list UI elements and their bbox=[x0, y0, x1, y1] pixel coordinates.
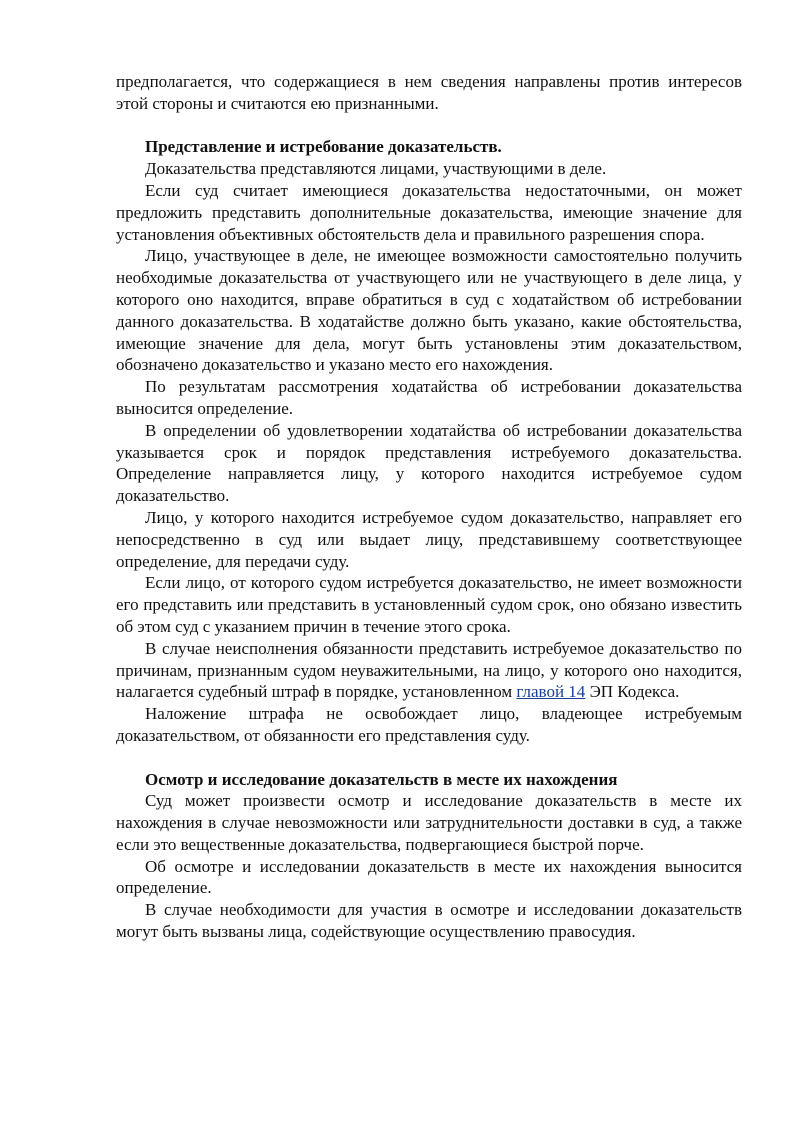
paragraph: Суд может произвести осмотр и исследование доказательств в месте их нахождения в случае невозможности или затруднительности доставки в суд, а также если это вещественные доказательства, подвергающиеся быстрой порче. bbox=[116, 791, 742, 854]
section-heading-inspection: Осмотр и исследование доказательств в месте их нахождения bbox=[145, 769, 618, 789]
paragraph: Лицо, у которого находится истребуемое судом доказательство, направляет его непосредственно в суд или выдает лицу, представившему соответствующее определение, для передачи суду. bbox=[116, 507, 742, 571]
paragraph-with-link bbox=[116, 638, 742, 703]
paragraph: Если суд считает имеющиеся доказательства недостаточными, он может предложить представить дополнительные доказательства, имеющие значение для установления объективных обстоятельств дела и правильного разрешения спора. bbox=[116, 180, 742, 244]
paragraph: Если лицо, от которого судом истребуется доказательство, не имеет возможности его представить или представить в установленный судом срок, оно обязано известить об этом суд с указанием причин в течение этого срока. bbox=[116, 573, 742, 636]
paragraph: Доказательства представляются лицами, участвующими в деле. bbox=[145, 159, 607, 179]
section-heading-evidence-request: Представление и истребование доказательств. bbox=[145, 137, 502, 157]
paragraph: Наложение штрафа не освобождает лицо, владеющее истребуемым доказательством, от обязанности его представления суду. bbox=[116, 704, 742, 745]
paragraph: В определении об удовлетворении ходатайства об истребовании доказательства указывается срок и порядок представления истребуемого доказательства. Определение направляется лицу, у которого находится истребуемое судом доказательство. bbox=[116, 420, 742, 506]
paragraph: Лицо, участвующее в деле, не имеющее возможности самостоятельно получить необходимые доказательства от участвующего или не участвующего в деле лица, у которого оно находится, вправе обратиться в суд с ходатайством об истребовании данного доказательства. В ходатайстве должно быть указано, какие обстоятельства, имеющие значение для дела, могут быть установлены этим доказательством, обозначено доказательство и указано место его нахождения. bbox=[116, 246, 742, 375]
paragraph: Об осмотре и исследовании доказательств в месте их нахождения выносится определение. bbox=[116, 856, 742, 898]
paragraph: В случае необходимости для участия в осмотре и исследовании доказательств могут быть вызваны лица, содействующие осуществлению правосудия. bbox=[116, 900, 742, 942]
paragraph-text: В случае неисполнения обязанности представить истребуемое доказательство по причинам, признанным судом неуважительными, на лицо, у которого оно находится, налагается судебный штраф в порядке, установленном bbox=[116, 638, 742, 702]
intro-paragraph: предполагается, что содержащиеся в нем сведения направлены против интересов этой стороны и считаются ею признанными. bbox=[116, 72, 742, 113]
chapter-14-link[interactable]: главой 14 bbox=[516, 682, 586, 702]
paragraph: По результатам рассмотрения ходатайства об истребовании доказательства выносится определение. bbox=[116, 377, 742, 418]
paragraph-gap bbox=[116, 115, 742, 137]
paragraph-gap bbox=[116, 747, 742, 769]
paragraph-text: ЭП Кодекса. bbox=[585, 682, 680, 702]
document-body bbox=[116, 71, 742, 943]
